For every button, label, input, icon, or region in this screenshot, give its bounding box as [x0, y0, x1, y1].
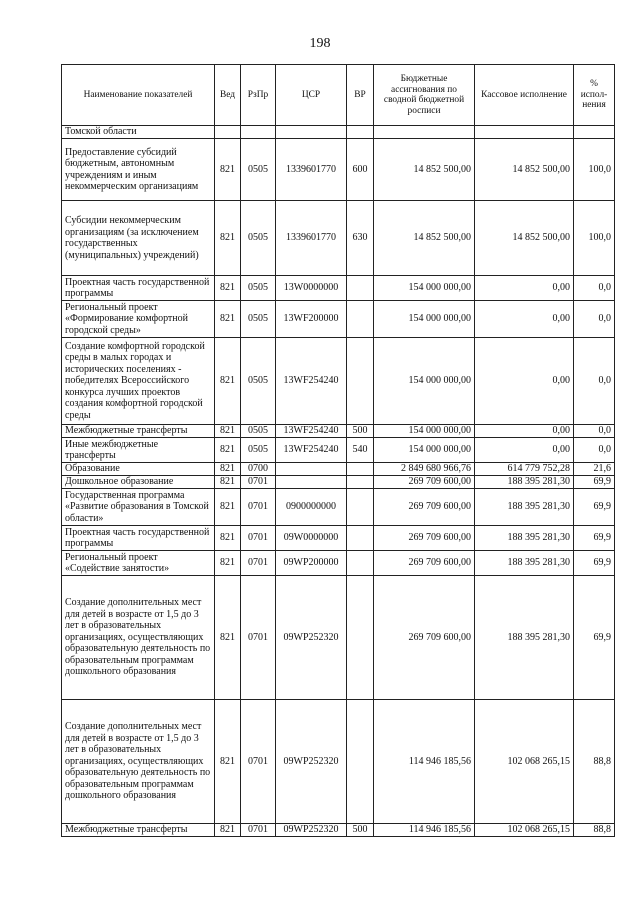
row-csr — [276, 126, 347, 139]
row-rzpr: 0701 — [241, 824, 276, 837]
row-vr — [347, 301, 374, 338]
row-name: Создание комфортной городской среды в малых городах и исторических поселениях - победителях Всероссийского конкурса лучших проектов создания комфортной городской среды — [62, 338, 215, 425]
row-vr — [347, 489, 374, 526]
row-percent: 0,0 — [574, 276, 615, 301]
table-row — [62, 201, 615, 276]
row-ved: 821 — [215, 201, 241, 276]
row-assignments: 14 852 500,00 — [374, 201, 475, 276]
row-name: Региональный проект «Содействие занятости» — [62, 551, 215, 576]
row-csr — [276, 476, 347, 489]
row-name: Дошкольное образование — [62, 476, 215, 489]
row-ved: 821 — [215, 338, 241, 425]
header-vr: ВР — [347, 65, 374, 126]
row-cash-execution: 0,00 — [475, 276, 574, 301]
row-percent: 0,0 — [574, 425, 615, 438]
row-assignments: 114 946 185,56 — [374, 700, 475, 824]
row-csr — [276, 463, 347, 476]
row-ved: 821 — [215, 576, 241, 700]
budget-table — [61, 64, 615, 837]
row-cash-execution: 14 852 500,00 — [475, 201, 574, 276]
row-rzpr: 0701 — [241, 576, 276, 700]
row-assignments — [374, 126, 475, 139]
table-header-row — [62, 65, 615, 126]
row-cash-execution: 0,00 — [475, 301, 574, 338]
row-assignments: 154 000 000,00 — [374, 425, 475, 438]
row-cash-execution: 188 395 281,30 — [475, 551, 574, 576]
row-percent: 21,6 — [574, 463, 615, 476]
row-name: Региональный проект «Формирование комфортной городской среды» — [62, 301, 215, 338]
row-cash-execution: 14 852 500,00 — [475, 139, 574, 201]
row-vr — [347, 576, 374, 700]
row-percent: 100,0 — [574, 201, 615, 276]
row-assignments: 269 709 600,00 — [374, 576, 475, 700]
row-vr: 540 — [347, 438, 374, 463]
row-vr: 600 — [347, 139, 374, 201]
table-row — [62, 139, 615, 201]
row-ved: 821 — [215, 425, 241, 438]
row-vr — [347, 526, 374, 551]
header-assignments: Бюджетные ассигнования по сводной бюджетной росписи — [374, 65, 475, 126]
row-assignments: 2 849 680 966,76 — [374, 463, 475, 476]
row-vr: 500 — [347, 824, 374, 837]
header-cash-execution: Кассовое исполнение — [475, 65, 574, 126]
table-row — [62, 824, 615, 837]
row-csr: 1339601770 — [276, 201, 347, 276]
table-row — [62, 338, 615, 425]
row-name: Субсидии некоммерческим организациям (за исключением государственных (муниципальных) учреждений) — [62, 201, 215, 276]
row-ved: 821 — [215, 301, 241, 338]
row-ved: 821 — [215, 476, 241, 489]
row-ved: 821 — [215, 139, 241, 201]
row-csr: 0900000000 — [276, 489, 347, 526]
row-vr — [347, 126, 374, 139]
row-name: Образование — [62, 463, 215, 476]
table-row — [62, 476, 615, 489]
row-percent: 69,9 — [574, 489, 615, 526]
row-percent: 0,0 — [574, 301, 615, 338]
table-row — [62, 425, 615, 438]
row-ved: 821 — [215, 489, 241, 526]
row-ved: 821 — [215, 438, 241, 463]
row-cash-execution: 188 395 281,30 — [475, 489, 574, 526]
row-name: Томской области — [62, 126, 215, 139]
table-row — [62, 526, 615, 551]
row-name: Межбюджетные трансферты — [62, 425, 215, 438]
row-assignments: 154 000 000,00 — [374, 276, 475, 301]
row-csr: 13W0000000 — [276, 276, 347, 301]
row-rzpr: 0505 — [241, 201, 276, 276]
row-assignments: 269 709 600,00 — [374, 476, 475, 489]
row-vr: 500 — [347, 425, 374, 438]
row-csr: 13WF200000 — [276, 301, 347, 338]
table-row — [62, 276, 615, 301]
row-assignments: 154 000 000,00 — [374, 301, 475, 338]
row-cash-execution: 102 068 265,15 — [475, 824, 574, 837]
row-assignments: 269 709 600,00 — [374, 489, 475, 526]
row-rzpr: 0505 — [241, 438, 276, 463]
row-cash-execution: 188 395 281,30 — [475, 576, 574, 700]
page-number: 198 — [309, 36, 331, 51]
row-vr: 630 — [347, 201, 374, 276]
row-ved — [215, 126, 241, 139]
row-rzpr: 0701 — [241, 489, 276, 526]
header-ved: Вед — [215, 65, 241, 126]
row-rzpr: 0505 — [241, 338, 276, 425]
row-percent: 69,9 — [574, 476, 615, 489]
row-percent: 69,9 — [574, 576, 615, 700]
row-rzpr: 0701 — [241, 551, 276, 576]
row-rzpr: 0505 — [241, 139, 276, 201]
row-percent: 0,0 — [574, 438, 615, 463]
table-row — [62, 576, 615, 700]
row-csr: 09WP200000 — [276, 551, 347, 576]
table-row — [62, 301, 615, 338]
row-name: Межбюджетные трансферты — [62, 824, 215, 837]
row-vr — [347, 276, 374, 301]
row-ved: 821 — [215, 463, 241, 476]
row-percent: 100,0 — [574, 139, 615, 201]
row-rzpr: 0505 — [241, 276, 276, 301]
row-cash-execution: 614 779 752,28 — [475, 463, 574, 476]
row-csr: 09WP252320 — [276, 700, 347, 824]
table-row — [62, 438, 615, 463]
row-ved: 821 — [215, 276, 241, 301]
row-assignments: 14 852 500,00 — [374, 139, 475, 201]
row-cash-execution: 188 395 281,30 — [475, 476, 574, 489]
row-vr — [347, 463, 374, 476]
row-cash-execution: 188 395 281,30 — [475, 526, 574, 551]
table-row — [62, 700, 615, 824]
row-csr: 09WP252320 — [276, 824, 347, 837]
row-rzpr: 0700 — [241, 463, 276, 476]
row-ved: 821 — [215, 700, 241, 824]
row-vr — [347, 338, 374, 425]
row-ved: 821 — [215, 551, 241, 576]
row-csr: 1339601770 — [276, 139, 347, 201]
row-rzpr: 0505 — [241, 301, 276, 338]
row-rzpr: 0701 — [241, 526, 276, 551]
row-name: Предоставление субсидий бюджетным, автономным учреждениям и иным некоммерческим организациям — [62, 139, 215, 201]
row-cash-execution: 0,00 — [475, 425, 574, 438]
row-name: Государственная программа «Развитие образования в Томской области» — [62, 489, 215, 526]
table-row — [62, 489, 615, 526]
table-row — [62, 551, 615, 576]
row-name: Создание дополнительных мест для детей в возрасте от 1,5 до 3 лет в образовательных организациях, осуществляющих образовательную деятельность по образовательным программам дошкольного образования — [62, 576, 215, 700]
row-cash-execution: 102 068 265,15 — [475, 700, 574, 824]
row-csr: 13WF254240 — [276, 425, 347, 438]
row-csr: 13WF254240 — [276, 438, 347, 463]
row-name: Проектная часть государственной программы — [62, 526, 215, 551]
header-percent: % испол-нения — [574, 65, 615, 126]
row-ved: 821 — [215, 824, 241, 837]
header-csr: ЦСР — [276, 65, 347, 126]
row-ved: 821 — [215, 526, 241, 551]
row-cash-execution: 0,00 — [475, 438, 574, 463]
row-vr — [347, 476, 374, 489]
row-name: Создание дополнительных мест для детей в возрасте от 1,5 до 3 лет в образовательных организациях, осуществляющих образовательную деятельность по образовательным программам дошкольного образования — [62, 700, 215, 824]
row-percent: 88,8 — [574, 700, 615, 824]
row-percent: 69,9 — [574, 551, 615, 576]
row-percent — [574, 126, 615, 139]
row-assignments: 114 946 185,56 — [374, 824, 475, 837]
row-cash-execution: 0,00 — [475, 338, 574, 425]
row-name: Проектная часть государственной программы — [62, 276, 215, 301]
row-cash-execution — [475, 126, 574, 139]
row-percent: 69,9 — [574, 526, 615, 551]
row-csr: 13WF254240 — [276, 338, 347, 425]
row-rzpr: 0701 — [241, 476, 276, 489]
row-assignments: 269 709 600,00 — [374, 551, 475, 576]
row-vr — [347, 551, 374, 576]
row-vr — [347, 700, 374, 824]
table-row — [62, 126, 615, 139]
row-assignments: 269 709 600,00 — [374, 526, 475, 551]
header-name: Наименование показателей — [62, 65, 215, 126]
row-rzpr: 0701 — [241, 700, 276, 824]
row-percent: 88,8 — [574, 824, 615, 837]
row-rzpr — [241, 126, 276, 139]
row-assignments: 154 000 000,00 — [374, 438, 475, 463]
table-row — [62, 463, 615, 476]
header-rzpr: РзПр — [241, 65, 276, 126]
row-rzpr: 0505 — [241, 425, 276, 438]
row-name: Иные межбюджетные трансферты — [62, 438, 215, 463]
row-csr: 09W0000000 — [276, 526, 347, 551]
row-assignments: 154 000 000,00 — [374, 338, 475, 425]
row-percent: 0,0 — [574, 338, 615, 425]
row-csr: 09WP252320 — [276, 576, 347, 700]
